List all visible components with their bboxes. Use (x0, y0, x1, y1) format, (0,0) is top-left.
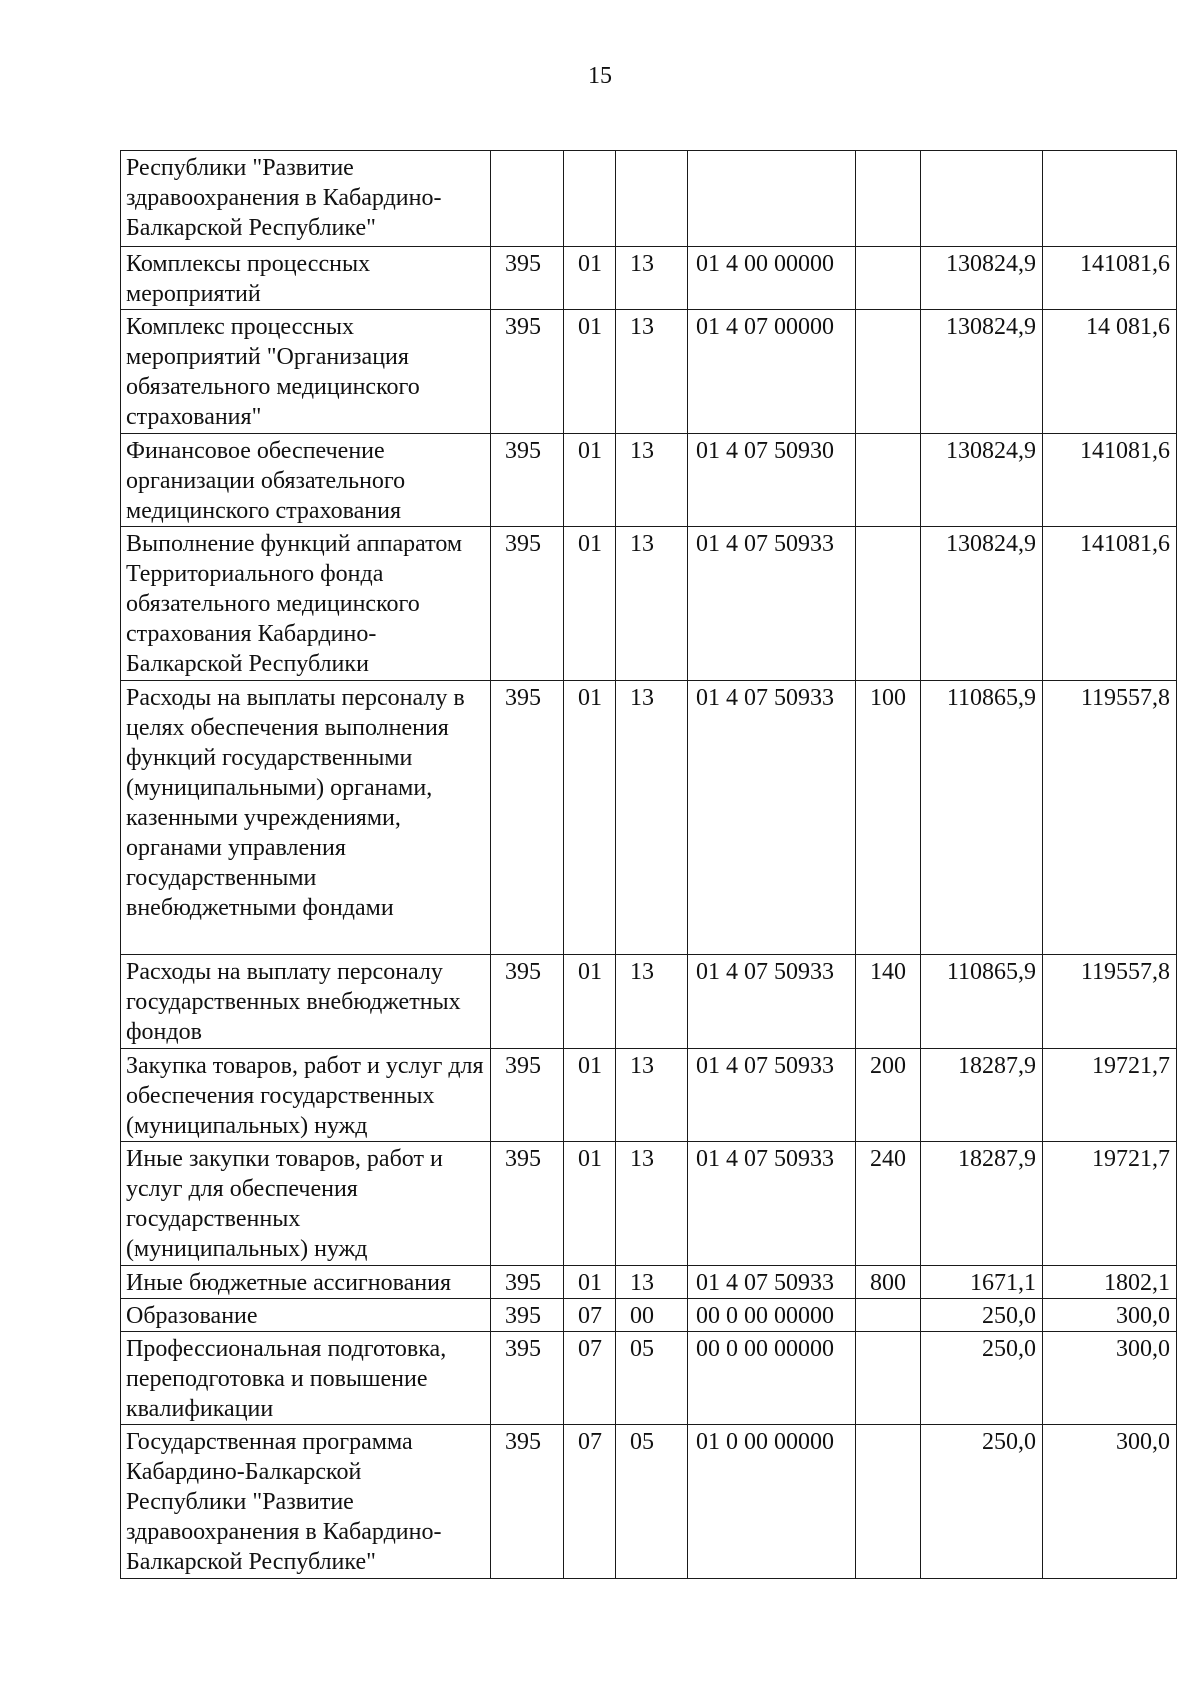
row-vr: 240 (856, 1142, 921, 1266)
row-csr: 00 0 00 00000 (688, 1332, 856, 1425)
row-gr (491, 151, 564, 247)
row-sum2: 14 081,6 (1043, 310, 1177, 434)
row-csr: 01 4 07 50933 (688, 681, 856, 955)
row-sum2: 1802,1 (1043, 1266, 1177, 1299)
row-vr (856, 1332, 921, 1425)
row-name: Профессиональная подготовка, переподготовка и повышение квалификации (121, 1332, 491, 1425)
row-rz: 01 (564, 434, 616, 527)
row-csr: 01 4 07 50930 (688, 434, 856, 527)
row-rz: 01 (564, 1142, 616, 1266)
row-name: Республики "Развитие здравоохранения в Кабардино-Балкарской Республике" (121, 151, 491, 247)
row-rz: 07 (564, 1425, 616, 1579)
row-name: Комплекс процессных мероприятий "Организация обязательного медицинского страхования" (121, 310, 491, 434)
row-pr: 05 (616, 1332, 688, 1425)
row-pr: 13 (616, 681, 688, 955)
row-sum1: 110865,9 (921, 955, 1043, 1049)
row-sum2: 300,0 (1043, 1299, 1177, 1332)
page-number: 15 (588, 63, 612, 89)
table-row (121, 151, 1177, 247)
row-vr (856, 151, 921, 247)
row-pr: 13 (616, 1142, 688, 1266)
row-pr: 13 (616, 310, 688, 434)
row-rz: 01 (564, 955, 616, 1049)
row-csr: 01 4 07 50933 (688, 1266, 856, 1299)
row-gr: 395 (491, 681, 564, 955)
row-pr: 13 (616, 247, 688, 310)
row-rz: 01 (564, 310, 616, 434)
row-sum2: 300,0 (1043, 1425, 1177, 1579)
row-vr (856, 527, 921, 681)
row-sum1: 130824,9 (921, 310, 1043, 434)
row-sum1 (921, 151, 1043, 247)
row-name: Государственная программа Кабардино-Балкарской Республики "Развитие здравоохранения в Кабардино-Балкарской Республике" (121, 1425, 491, 1579)
table-row (121, 434, 1177, 527)
row-rz: 01 (564, 1266, 616, 1299)
row-pr: 00 (616, 1299, 688, 1332)
row-gr: 395 (491, 1142, 564, 1266)
row-csr: 01 4 07 00000 (688, 310, 856, 434)
row-pr: 13 (616, 1266, 688, 1299)
row-gr: 395 (491, 247, 564, 310)
row-pr: 05 (616, 1425, 688, 1579)
row-name: Финансовое обеспечение организации обязательного медицинского страхования (121, 434, 491, 527)
row-gr: 395 (491, 1049, 564, 1142)
row-sum2: 141081,6 (1043, 247, 1177, 310)
table-row (121, 1299, 1177, 1332)
row-name: Комплексы процессных мероприятий (121, 247, 491, 310)
row-vr (856, 1299, 921, 1332)
row-sum2 (1043, 151, 1177, 247)
row-sum1: 18287,9 (921, 1049, 1043, 1142)
row-sum2: 19721,7 (1043, 1142, 1177, 1266)
row-sum2: 141081,6 (1043, 434, 1177, 527)
row-vr: 100 (856, 681, 921, 955)
row-rz: 07 (564, 1299, 616, 1332)
row-pr (616, 151, 688, 247)
row-gr: 395 (491, 1266, 564, 1299)
row-rz (564, 151, 616, 247)
row-name: Иные бюджетные ассигнования (121, 1266, 491, 1299)
row-sum2: 119557,8 (1043, 955, 1177, 1049)
row-vr (856, 1425, 921, 1579)
table-row (121, 247, 1177, 310)
row-vr (856, 434, 921, 527)
row-vr: 200 (856, 1049, 921, 1142)
row-gr: 395 (491, 1332, 564, 1425)
row-sum1: 130824,9 (921, 247, 1043, 310)
row-csr (688, 151, 856, 247)
table-row (121, 1266, 1177, 1299)
row-sum1: 1671,1 (921, 1266, 1043, 1299)
row-rz: 01 (564, 527, 616, 681)
row-sum2: 300,0 (1043, 1332, 1177, 1425)
row-name: Закупка товаров, работ и услуг для обеспечения государственных (муниципальных) нужд (121, 1049, 491, 1142)
row-rz: 01 (564, 1049, 616, 1142)
row-csr: 01 4 07 50933 (688, 1142, 856, 1266)
row-sum1: 250,0 (921, 1425, 1043, 1579)
row-pr: 13 (616, 1049, 688, 1142)
row-gr: 395 (491, 1425, 564, 1579)
row-rz: 01 (564, 247, 616, 310)
table-row (121, 1425, 1177, 1579)
row-csr: 01 4 07 50933 (688, 527, 856, 681)
row-name: Образование (121, 1299, 491, 1332)
table-row (121, 1332, 1177, 1425)
row-csr: 01 4 07 50933 (688, 1049, 856, 1142)
row-name: Иные закупки товаров, работ и услуг для обеспечения государственных (муниципальных) нужд (121, 1142, 491, 1266)
row-csr: 01 4 07 50933 (688, 955, 856, 1049)
table-row (121, 310, 1177, 434)
row-rz: 01 (564, 681, 616, 955)
table-row (121, 681, 1177, 955)
row-pr: 13 (616, 955, 688, 1049)
row-gr: 395 (491, 1299, 564, 1332)
row-sum1: 250,0 (921, 1332, 1043, 1425)
row-sum1: 130824,9 (921, 434, 1043, 527)
budget-table (120, 150, 1177, 1579)
row-vr (856, 310, 921, 434)
row-vr: 140 (856, 955, 921, 1049)
row-name: Расходы на выплату персоналу государственных внебюджетных фондов (121, 955, 491, 1049)
row-gr: 395 (491, 310, 564, 434)
table-row (121, 527, 1177, 681)
row-name: Расходы на выплаты персоналу в целях обеспечения выполнения функций государственными (муниципальными) органами, казенными учреждениями, органами управления государственными внебюджетными фондами (121, 681, 491, 955)
row-vr (856, 247, 921, 310)
row-csr: 01 4 00 00000 (688, 247, 856, 310)
row-gr: 395 (491, 955, 564, 1049)
table-row (121, 1049, 1177, 1142)
row-csr: 00 0 00 00000 (688, 1299, 856, 1332)
row-sum1: 110865,9 (921, 681, 1043, 955)
table-row (121, 955, 1177, 1049)
row-csr: 01 0 00 00000 (688, 1425, 856, 1579)
row-sum1: 130824,9 (921, 527, 1043, 681)
row-pr: 13 (616, 434, 688, 527)
row-sum2: 19721,7 (1043, 1049, 1177, 1142)
row-sum2: 119557,8 (1043, 681, 1177, 955)
row-vr: 800 (856, 1266, 921, 1299)
row-gr: 395 (491, 527, 564, 681)
row-rz: 07 (564, 1332, 616, 1425)
row-name: Выполнение функций аппаратом Территориального фонда обязательного медицинского страхования Кабардино-Балкарской Республики (121, 527, 491, 681)
row-pr: 13 (616, 527, 688, 681)
row-sum1: 18287,9 (921, 1142, 1043, 1266)
row-sum1: 250,0 (921, 1299, 1043, 1332)
row-gr: 395 (491, 434, 564, 527)
row-sum2: 141081,6 (1043, 527, 1177, 681)
table-row (121, 1142, 1177, 1266)
